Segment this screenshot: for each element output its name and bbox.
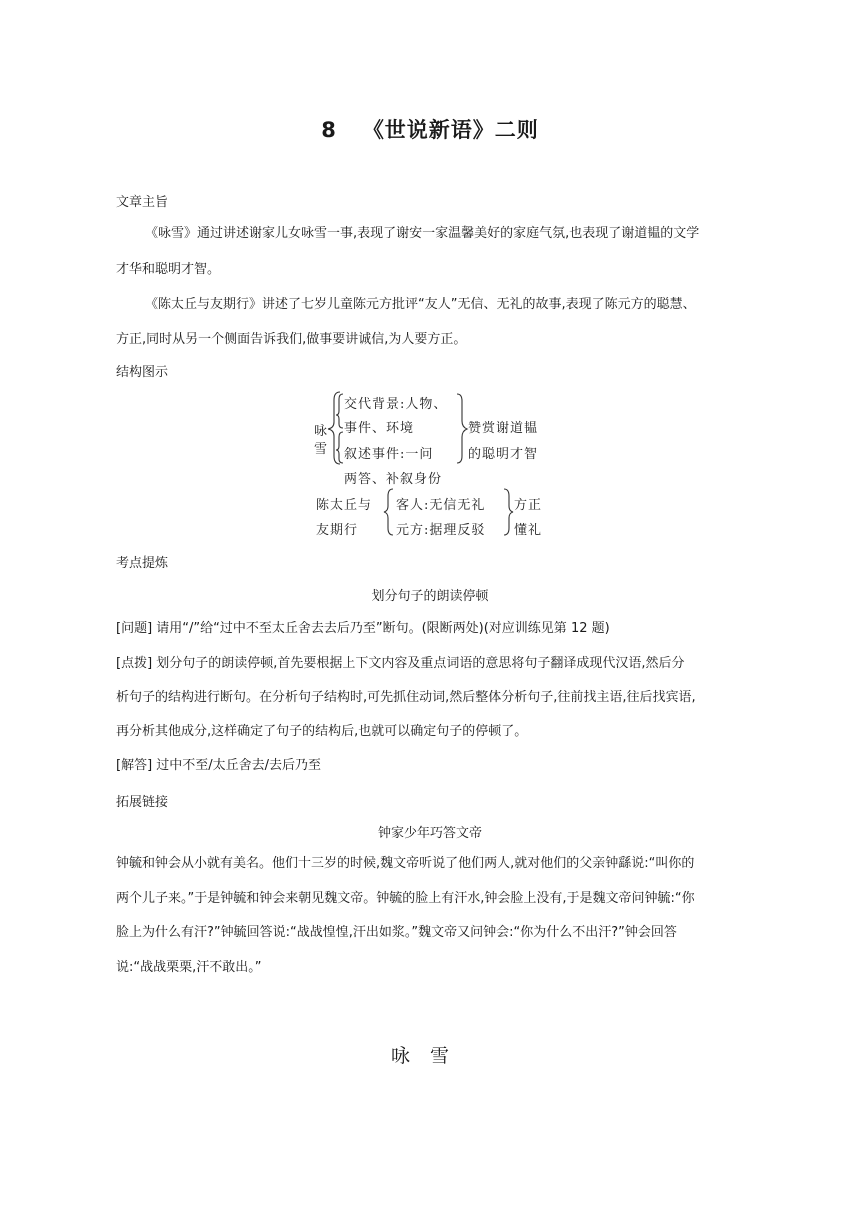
tip-line1: [点拨] 划分句子的朗读停顿,首先要根据上下文内容及重点词语的意思将句子翻译成现代汉语,然后分 [116, 656, 685, 671]
brace-item2 [336, 432, 343, 463]
story-line1: 钟毓和钟会从小就有美名。他们十三岁的时候,魏文帝听说了他们两人,就对他们的父亲钟繇说:“叫你的 [116, 856, 695, 871]
diagram-b2-line2: 两答、补叙身份 [344, 472, 443, 487]
theme-p1-line2: 才华和聪明才智。 [116, 262, 221, 277]
heading-extension: 拓展链接 [116, 795, 169, 810]
structure-diagram [312, 386, 548, 542]
diagram-label-xue: 雪 [314, 442, 329, 457]
poem-title: 咏雪 [390, 1045, 469, 1067]
story-line2: 两个儿子来。”于是钟毓和钟会来朝见魏文帝。钟毓的脸上有汗水,钟会脸上没有,于是魏文帝问钟毓:“你 [116, 891, 695, 906]
diagram-r2-line1: 方正 [514, 498, 543, 513]
diagram-b2-line1: 叙述事件:一问 [344, 447, 434, 462]
left-brace-chen [384, 489, 393, 535]
theme-p2-line1: 《陈太丘与友期行》讲述了七岁儿童陈元方批评“友人”无信、无礼的故事,表现了陈元方的聪慧、 [145, 297, 696, 312]
diagram-c1: 客人:无信无礼 [396, 498, 486, 513]
diagram-r1-line2: 的聪明才智 [468, 447, 539, 462]
right-brace-yongxue [457, 394, 467, 463]
page-title [0, 114, 860, 144]
question-text: [问题] 请用“/”给“过中不至太丘舍去去后乃至”断句。(限断两处)(对应训练见第 12 题) [116, 621, 610, 636]
story-line4: 说:“战战栗栗,汗不敢出。” [116, 960, 262, 975]
left-brace-yongxue [328, 392, 340, 464]
diagram-b1-line2: 事件、环境 [344, 421, 415, 436]
brace-item1 [336, 394, 343, 428]
diagram-label-yong: 咏 [314, 424, 329, 439]
heading-theme: 文章主旨 [116, 195, 169, 210]
diagram-r2-line2: 懂礼 [514, 523, 543, 538]
theme-p2-line2: 方正,同时从另一个侧面告诉我们,做事要讲诚信,为人要方正。 [116, 332, 467, 347]
diagram-c2: 元方:据理反驳 [396, 523, 486, 538]
right-brace-chen [504, 489, 513, 535]
lesson-title: 《世说新语》二则 [362, 118, 539, 142]
diagram-b1-line1: 交代背景:人物、 [344, 397, 448, 412]
diagram-chen-line2: 友期行 [316, 523, 359, 538]
keypoints-subtitle: 划分句子的朗读停顿 [371, 589, 489, 604]
lesson-number: 8 [321, 118, 337, 142]
story-line3: 脸上为什么有汗?”钟毓回答说:“战战惶惶,汗出如浆。”魏文帝又问钟会:“你为什么不出汗?”钟会回答 [116, 925, 677, 940]
diagram-chen-line1: 陈太丘与 [316, 498, 373, 513]
diagram-r1-line1: 赞赏谢道韫 [468, 421, 539, 436]
heading-keypoints: 考点提炼 [116, 556, 169, 571]
theme-p1-line1: 《咏雪》通过讲述谢家儿女咏雪一事,表现了谢安一家温馨美好的家庭气氛,也表现了谢道韫的文学 [145, 226, 700, 241]
answer-text: [解答] 过中不至/太丘舍去/去后乃至 [116, 758, 322, 773]
tip-line2: 析句子的结构进行断句。在分析句子结构时,可先抓住动词,然后整体分析句子,往前找主语,往后找宾语, [116, 690, 696, 705]
tip-line3: 再分析其他成分,这样确定了句子的结构后,也就可以确定句子的停顿了。 [116, 724, 528, 739]
extension-subtitle: 钟家少年巧答文帝 [377, 826, 482, 841]
heading-structure: 结构图示 [116, 365, 169, 380]
